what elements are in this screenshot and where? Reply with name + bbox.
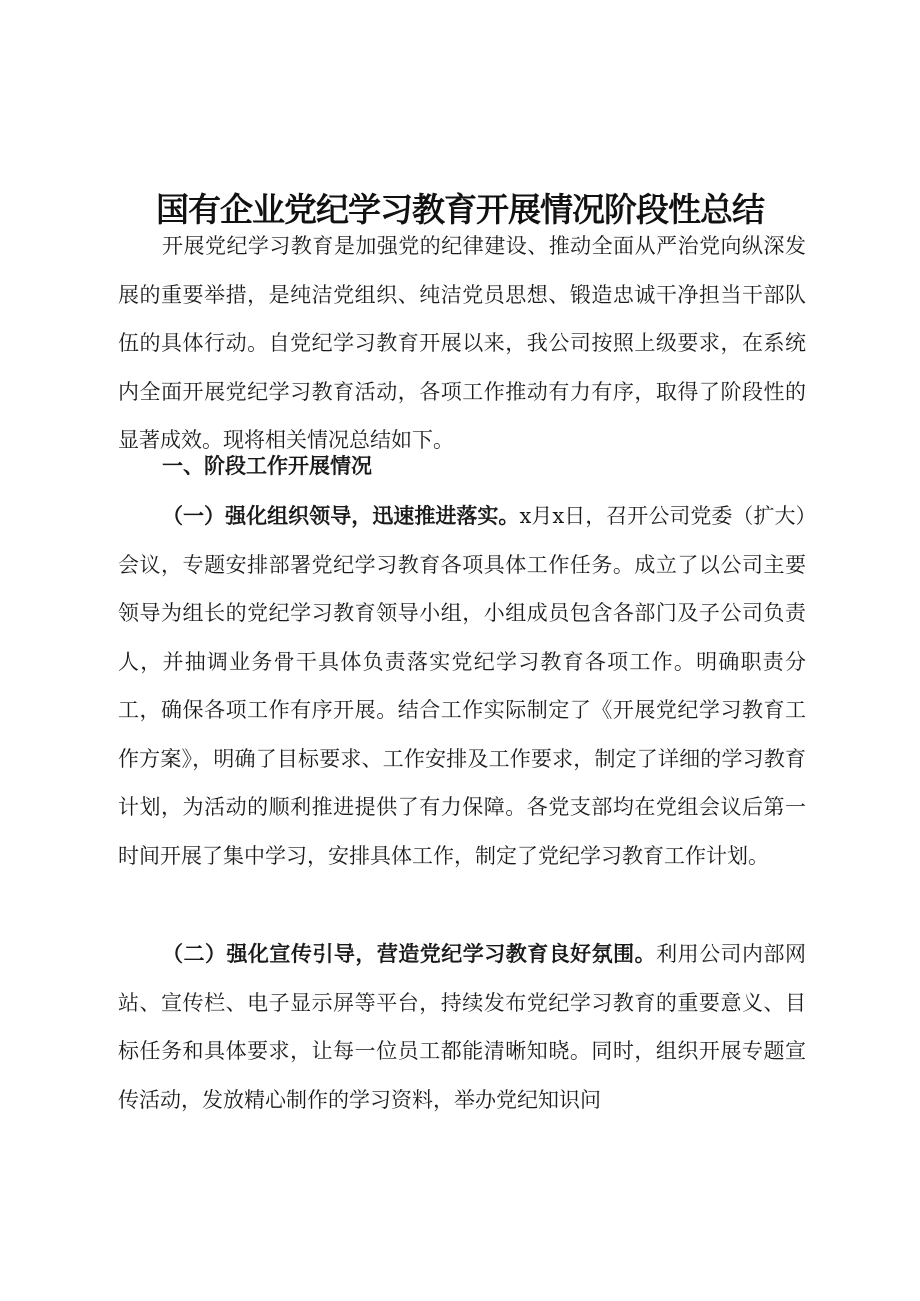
section-heading: 一、阶段工作开展情况 xyxy=(162,454,372,478)
intro-paragraph: 开展党纪学习教育是加强党的纪律建设、推动全面从严治党向纵深发展的重要举措，是纯洁党组织、纯洁党员思想、锻造忠诚干净担当干部队伍的具体行动。自党纪学习教育开展以来，我公司按照上级要求，在系统内全面开展党纪学习教育活动，各项工作推动有力有序，取得了阶段性的显著成效。现将相关情况总结如下。 xyxy=(118,234,806,452)
document-title: 国有企业党纪学习教育开展情况阶段性总结 xyxy=(156,190,764,230)
subsection-2-lead: （二）强化宣传引导，营造党纪学习教育良好氛围。 xyxy=(162,942,657,966)
subsection-paragraph-1 xyxy=(118,492,806,880)
subsection-1-text: x月x日，召开公司党委（扩大）会议，专题安排部署党纪学习教育各项具体工作任务。成立了以公司主要领导为组长的党纪学习教育领导小组，小组成员包含各部门及子公司负责人，并抽调业务骨干具体负责落实党纪学习教育各项工作。明确职责分工，确保各项工作有序开展。结合工作实际制定了《开展党纪学习教育工作方案》，明确了目标要求、工作安排及工作要求，制定了详细的学习教育计划，为活动的顺利推进提供了有力保障。各党支部均在党组会议后第一时间开展了集中学习，安排具体工作，制定了党纪学习教育工作计划。 xyxy=(118,504,807,868)
subsection-2-text: 利用公司内部网站、宣传栏、电子显示屏等平台，持续发布党纪学习教育的重要意义、目标任务和具体要求，让每一位员工都能清晰知晓。同时，组织开展专题宣传活动，发放精心制作的学习资料，举办党纪知识问 xyxy=(118,942,807,1112)
subsection-paragraph-2 xyxy=(118,930,806,1124)
subsection-1-lead: （一）强化组织领导，迅速推进落实。 xyxy=(162,504,520,528)
